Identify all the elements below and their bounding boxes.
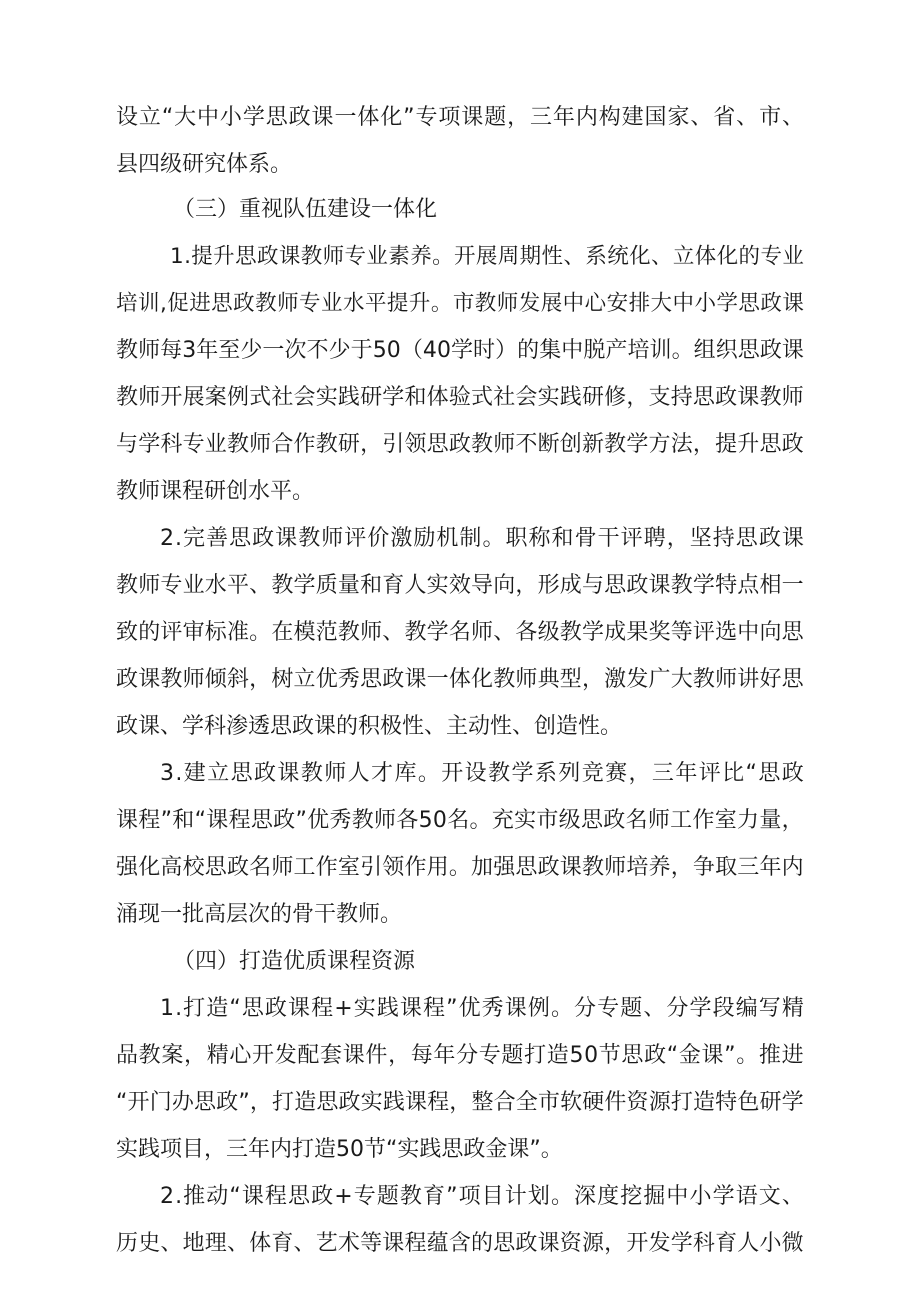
text-line: 与 学 科 专 业 教 师 合 作 教 研 ， 引 领 思 政 教 师 不 断 创 新 教 学 方 法 ， 提 升 思 政 — [116, 432, 804, 457]
text-line: 实践项目，三年内打造50节“实践思政金课”。 — [116, 1137, 563, 1162]
text-line: 强 化 高 校 思 政 名 师 工 作 室 引 领 作 用 。 加 强 思 政 课 教 师 培 养 ， 争 取 三 年 内 — [116, 855, 804, 880]
text-line: 涌现一批高层次的骨干教师。 — [116, 902, 403, 927]
text-line: 品 教 案 ， 精 心 开 发 配 套 课 件 ， 每 年 分 专 题 打 造 5 0 节 思 政 “ 金 课 ” 。 推 进 — [116, 1043, 804, 1068]
text-line: 教师课程研创水平。 — [116, 479, 315, 504]
text-line: 县四级研究体系。 — [116, 152, 293, 177]
text-line: 教 师 开 展 案 例 式 社 会 实 践 研 学 和 体 验 式 社 会 实 践 研 修 ， 支 持 思 政 课 教 师 — [116, 385, 804, 410]
text-line: 政 课 教 师 倾 斜 ， 树 立 优 秀 思 政 课 一 体 化 教 师 典 型 ， 激 发 广 大 教 师 讲 好 思 — [116, 667, 804, 692]
text-line: 政课、学科渗透思政课的积极性、主动性、创造性。 — [116, 714, 623, 739]
text-line: 1 . 打 造 “ 思 政 课 程 + 实 践 课 程 ” 优 秀 课 例 。 分 专 题 、 分 学 段 编 写 精 — [160, 996, 804, 1021]
section-heading: （三）重视队伍建设一体化 — [173, 197, 438, 222]
text-line: 历 史 、 地 理 、 体 育 、 艺 术 等 课 程 蕴 含 的 思 政 课 资 源 ， 开 发 学 科 育 人 小 微 — [116, 1231, 804, 1256]
text-line: 培 训 , 促 进 思 政 教 师 专 业 水 平 提 升 。 市 教 师 发 展 中 心 安 排 大 中 小 学 思 政 课 — [116, 291, 804, 316]
text-line: 1 . 提 升 思 政 课 教 师 专 业 素 养 。 开 展 周 期 性 、 系 统 化 、 立 体 化 的 专 业 — [170, 244, 804, 269]
text-line: 2 . 推 动 “ 课 程 思 政 + 专 题 教 育 ” 项 目 计 划 。 深 度 挖 掘 中 小 学 语 文 、 — [160, 1184, 804, 1209]
text-line: 课 程 ” 和 “ 课 程 思 政 ” 优 秀 教 师 各 5 0 名 。 充 实 市 级 思 政 名 师 工 作 室 力 量 ， — [116, 808, 804, 833]
text-line: 教 师 每 3 年 至 少 一 次 不 少 于 5 0 （ 4 0 学 时 ） 的 集 中 脱 产 培 训 。 组 织 思 政 课 — [116, 338, 804, 363]
text-line: “ 开 门 办 思 政 ” ， 打 造 思 政 实 践 课 程 ， 整 合 全 市 软 硬 件 资 源 打 造 特 色 研 学 — [116, 1090, 804, 1115]
text-line: 3 . 建 立 思 政 课 教 师 人 才 库 。 开 设 教 学 系 列 竞 赛 ， 三 年 评 比 “ 思 政 — [160, 761, 804, 786]
text-line: 教 师 专 业 水 平 、 教 学 质 量 和 育 人 实 效 导 向 ， 形 成 与 思 政 课 教 学 特 点 相 一 — [116, 573, 804, 598]
text-line: 2 . 完 善 思 政 课 教 师 评 价 激 励 机 制 。 职 称 和 骨 干 评 聘 ， 坚 持 思 政 课 — [160, 526, 804, 551]
text-line: 设 立 “ 大 中 小 学 思 政 课 一 体 化 ” 专 项 课 题 ， 三 年 内 构 建 国 家 、 省 、 市 、 — [116, 105, 804, 130]
section-heading: （四）打造优质课程资源 — [173, 949, 416, 974]
text-line: 致 的 评 审 标 准 。 在 模 范 教 师 、 教 学 名 师 、 各 级 教 学 成 果 奖 等 评 选 中 向 思 — [116, 620, 804, 645]
